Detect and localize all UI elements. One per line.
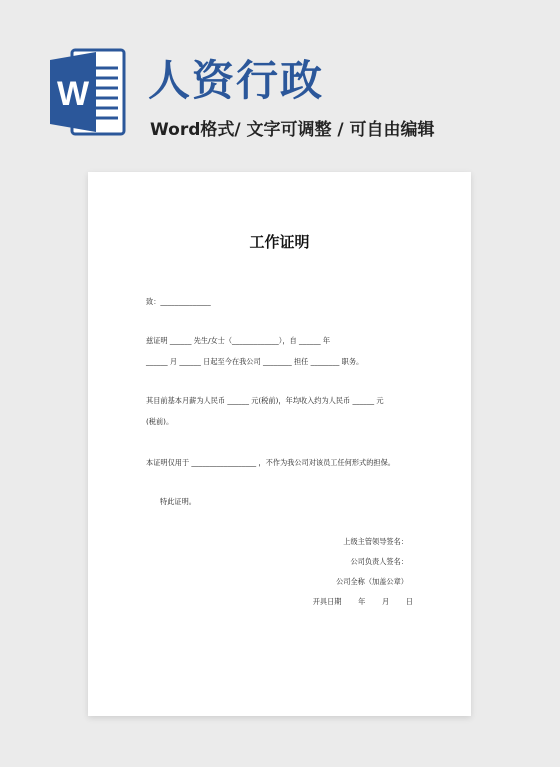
document-page [88, 172, 471, 716]
addressee-line: 致：______________ [146, 297, 211, 306]
banner [0, 0, 560, 160]
issue-date-line: 开具日期 年 月 日 [312, 597, 413, 606]
paragraph-2-line-2: (税前)。 [146, 417, 174, 426]
supervisor-signature-label: 上级主管领导签名： [343, 537, 408, 546]
paragraph-3: 本证明仅用于 __________________ ，不作为我公司对该员工任何形式的担保。 [146, 458, 395, 467]
closing-text: 特此证明。 [160, 497, 196, 506]
banner-subtitle: Word格式/ 文字可调整 / 可自由编辑 [150, 120, 435, 140]
paragraph-1-line-2: ______ 月 ______ 日起至今在我公司 ________ 担任 ________ 职务。 [146, 357, 364, 366]
company-head-signature-label: 公司负责人签名： [350, 557, 408, 566]
paragraph-1-line-1: 兹证明 ______ 先生/女士（_____________），自 ______ 年 [146, 336, 331, 345]
word-logo-letter: W [56, 75, 90, 113]
paragraph-2-line-1: 其目前基本月薪为人民币 ______ 元(税前)，年均收入约为人民币 ______ 元 [146, 396, 384, 405]
word-app-icon [48, 46, 126, 138]
banner-title: 人资行政 [148, 56, 325, 105]
document-title: 工作证明 [249, 233, 310, 251]
company-seal-label: 公司全称（加盖公章） [336, 577, 408, 586]
